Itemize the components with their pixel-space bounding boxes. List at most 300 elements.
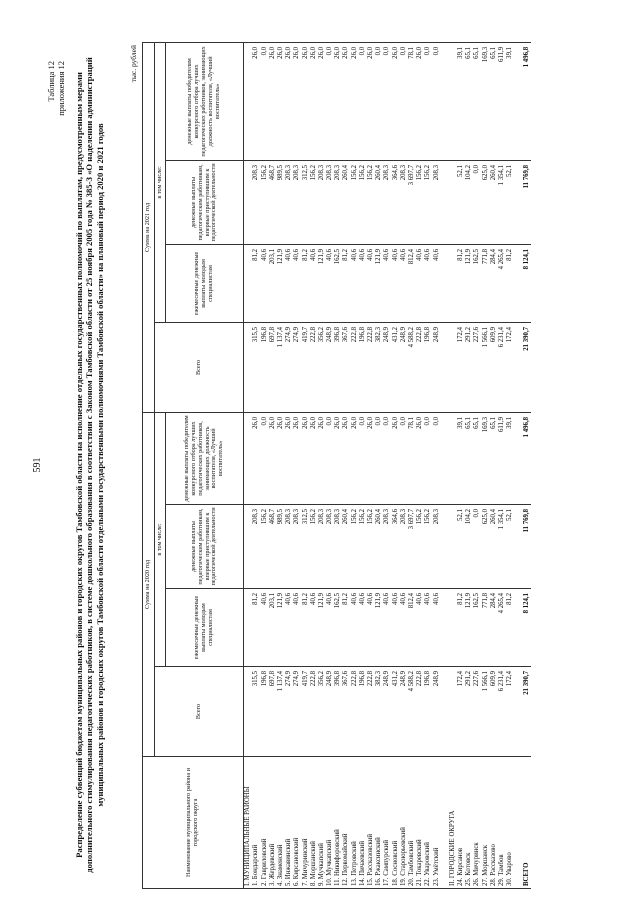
- table-cell: 121,9: [277, 589, 285, 667]
- table-cell: 40,6: [416, 244, 424, 322]
- table-cell: 26,0: [252, 412, 260, 504]
- table-cell: 315,5: [252, 667, 260, 757]
- table-cell: 0,0: [375, 42, 383, 160]
- table-cell: 0,0: [400, 412, 408, 504]
- table-cell: 0,0: [326, 42, 334, 160]
- table-cell: 26,0: [318, 412, 326, 504]
- table-cell: 26,0: [391, 42, 399, 160]
- table-cell: 26,0: [416, 42, 424, 160]
- table-cell: 39,1: [457, 412, 465, 504]
- table-row: [310, 42, 318, 888]
- table-cell: 81,2: [457, 589, 465, 667]
- table-cell: 40,6: [310, 244, 318, 322]
- table-cell: 771,8: [481, 244, 489, 322]
- table-cell: 609,9: [490, 667, 498, 757]
- row-label: 2. Гавриловский: [260, 757, 268, 889]
- table-cell: 65,1: [473, 412, 481, 504]
- table-cell: 468,7: [269, 505, 277, 589]
- table-cell: 40,6: [359, 244, 367, 322]
- units-label: тыс. рублей: [129, 45, 138, 83]
- table-cell: 156,2: [424, 160, 432, 244]
- table-cell: 367,6: [342, 667, 350, 757]
- table-cell: 208,3: [252, 160, 260, 244]
- table-cell: 81,2: [506, 589, 514, 667]
- row-label: 26. Мичуринск: [473, 757, 481, 889]
- table-cell: 156,2: [310, 505, 318, 589]
- table-cell: 26,0: [285, 412, 293, 504]
- table-cell: 0,0: [383, 412, 391, 504]
- table-cell: 39,1: [506, 412, 514, 504]
- table-cell: 156,2: [260, 160, 268, 244]
- table-cell: 40,6: [391, 589, 399, 667]
- table-cell: 104,2: [465, 160, 473, 244]
- table-cell: 156,2: [359, 160, 367, 244]
- row-label: 17. Сампурский: [383, 757, 391, 889]
- table-row: [334, 42, 342, 888]
- table-cell: 367,6: [342, 322, 350, 412]
- header-best-2020: денежные выплаты победителям конкурсного отбора лучших педагогических работников, занимающих должность воспитателя, «Лучший воспитатель»: [166, 412, 244, 504]
- table-cell: 40,6: [424, 244, 432, 322]
- table-cell: 248,9: [326, 322, 334, 412]
- table-cell: 21 390,7: [522, 667, 530, 757]
- table-cell: 1 496,8: [522, 412, 530, 504]
- table-cell: 291,2: [465, 322, 473, 412]
- table-cell: 248,9: [383, 322, 391, 412]
- table-cell: 419,7: [301, 322, 309, 412]
- table-cell: 65,1: [465, 42, 473, 160]
- table-row: [400, 42, 408, 888]
- table-cell: 169,3: [481, 42, 489, 160]
- table-row: [260, 42, 268, 888]
- header-teachers-2020: денежные выплаты педагогическим работникам, впервые приступившим к педагогической деятельности: [166, 505, 244, 589]
- table-cell: 26,0: [350, 42, 358, 160]
- row-label: 14. Пичаевский: [359, 757, 367, 889]
- table-cell: 208,3: [285, 505, 293, 589]
- table-cell: 208,3: [252, 505, 260, 589]
- row-label: 5. Инжавинский: [285, 757, 293, 889]
- header-including-2021: в том числе:: [155, 42, 166, 322]
- table-cell: 40,6: [293, 589, 301, 667]
- table-row: [359, 42, 367, 888]
- table-cell: 40,6: [310, 589, 318, 667]
- table-cell: 21 390,7: [522, 322, 530, 412]
- table-row: [252, 42, 260, 888]
- table-body: [244, 42, 531, 888]
- row-label: 13. Петровский: [350, 757, 358, 889]
- table-cell: 1 354,1: [498, 160, 506, 244]
- table-cell: 222,8: [350, 322, 358, 412]
- table-cell: 156,2: [350, 160, 358, 244]
- table-cell: 40,6: [416, 589, 424, 667]
- table-cell: 260,4: [342, 160, 350, 244]
- spacer-row: [514, 42, 522, 888]
- table-cell: 208,3: [400, 160, 408, 244]
- appendix-reference: приложения 12: [56, 61, 67, 116]
- table-cell: 40,6: [432, 244, 440, 322]
- table-cell: 81,2: [457, 244, 465, 322]
- table-cell: 312,5: [301, 160, 309, 244]
- table-cell: 208,3: [285, 160, 293, 244]
- table-cell: 697,8: [269, 322, 277, 412]
- row-label: 16. Ржаксинский: [375, 757, 383, 889]
- table-row: [375, 42, 383, 888]
- row-label: 10. Мучкапский: [326, 757, 334, 889]
- table-row: [318, 42, 326, 888]
- table-cell: 697,8: [269, 667, 277, 757]
- table-cell: 8 124,1: [522, 589, 530, 667]
- table-cell: 156,2: [424, 505, 432, 589]
- table-row: [391, 42, 399, 888]
- table-cell: 156,2: [367, 160, 375, 244]
- table-cell: 989,5: [277, 160, 285, 244]
- table-cell: 40,6: [285, 589, 293, 667]
- table-row: [481, 42, 489, 888]
- table-cell: 3 697,7: [408, 160, 416, 244]
- table-cell: 40,6: [400, 589, 408, 667]
- table-cell: 0,0: [432, 412, 440, 504]
- table-cell: 40,6: [350, 589, 358, 667]
- header-teachers-2021: денежные выплаты педагогическим работникам, впервые приступившим к педагогической деятельности: [166, 160, 244, 244]
- table-cell: 40,6: [383, 244, 391, 322]
- table-cell: 260,4: [375, 505, 383, 589]
- table-cell: 26,0: [342, 42, 350, 160]
- table-row: [473, 42, 481, 888]
- table-cell: 468,7: [269, 160, 277, 244]
- table-cell: 812,4: [408, 589, 416, 667]
- table-cell: 121,9: [318, 244, 326, 322]
- table-cell: 4 265,4: [498, 244, 506, 322]
- table-cell: 356,2: [318, 667, 326, 757]
- table-cell: 40,6: [432, 589, 440, 667]
- table-cell: 8 124,1: [522, 244, 530, 322]
- table-cell: 208,3: [318, 160, 326, 244]
- table-cell: 4 265,4: [498, 589, 506, 667]
- header-young-2020: ежемесячные денежные выплаты молодым специалистам: [166, 589, 244, 667]
- table-cell: 274,9: [293, 322, 301, 412]
- table-cell: 260,4: [490, 160, 498, 244]
- table-cell: 208,3: [334, 160, 342, 244]
- table-cell: 382,3: [375, 322, 383, 412]
- table-cell: 121,9: [375, 244, 383, 322]
- table-cell: 52,1: [506, 505, 514, 589]
- document-page: [30, 35, 610, 895]
- table-cell: 6 231,4: [498, 667, 506, 757]
- table-cell: 0,0: [424, 42, 432, 160]
- table-cell: 26,0: [277, 42, 285, 160]
- table-cell: 260,4: [342, 505, 350, 589]
- table-cell: 26,0: [334, 42, 342, 160]
- header-total-2021: Всего: [155, 322, 244, 412]
- total-row: [522, 42, 530, 888]
- table-cell: 248,9: [400, 667, 408, 757]
- table-row: [383, 42, 391, 888]
- page-number: 591: [32, 457, 43, 473]
- table-cell: 40,6: [285, 244, 293, 322]
- table-cell: 65,1: [490, 412, 498, 504]
- table-row: [424, 42, 432, 888]
- table-cell: 26,0: [416, 412, 424, 504]
- table-cell: 26,0: [367, 412, 375, 504]
- table-cell: 0,0: [326, 412, 334, 504]
- table-cell: 156,2: [416, 505, 424, 589]
- table-row: [506, 42, 514, 888]
- table-row: [269, 42, 277, 888]
- table-cell: 40,6: [391, 244, 399, 322]
- table-cell: 81,2: [252, 244, 260, 322]
- table-cell: 40,6: [350, 244, 358, 322]
- table-cell: 771,8: [481, 589, 489, 667]
- table-row: [326, 42, 334, 888]
- table-cell: 274,9: [293, 667, 301, 757]
- header-sum-2020: Сумма на 2020 год: [143, 412, 155, 756]
- table-cell: 222,8: [350, 667, 358, 757]
- table-cell: 26,0: [342, 412, 350, 504]
- row-label: 6. Кирсановский: [293, 757, 301, 889]
- table-cell: 0,0: [432, 42, 440, 160]
- table-cell: 3 697,7: [408, 505, 416, 589]
- table-cell: 419,7: [301, 667, 309, 757]
- table-cell: 26,0: [367, 42, 375, 160]
- row-label: 20. Тамбовский: [408, 757, 416, 889]
- table-cell: 81,2: [301, 244, 309, 322]
- table-cell: 611,9: [498, 412, 506, 504]
- header-including-2020: в том числе:: [155, 412, 166, 666]
- table-cell: 104,2: [465, 505, 473, 589]
- header-name: Наименование муниципального района и городского округа: [143, 757, 244, 889]
- table-cell: 0,0: [260, 412, 268, 504]
- table-cell: 169,3: [481, 412, 489, 504]
- header-total-2020: Всего: [155, 667, 244, 757]
- table-cell: 26,0: [293, 42, 301, 160]
- table-cell: 260,4: [490, 505, 498, 589]
- section-row: [449, 42, 457, 888]
- header-sum-2021: Сумма на 2021 год: [143, 42, 155, 412]
- row-label: 28. Рассказово: [490, 757, 498, 889]
- table-cell: 0,0: [260, 42, 268, 160]
- row-label: 11. Никифоровский: [334, 757, 342, 889]
- table-cell: 4 588,2: [408, 322, 416, 412]
- table-cell: 222,8: [310, 667, 318, 757]
- table-row: [301, 42, 309, 888]
- table-cell: 26,0: [310, 412, 318, 504]
- table-cell: 156,2: [350, 505, 358, 589]
- table-cell: 40,6: [260, 244, 268, 322]
- table-cell: 40,6: [424, 589, 432, 667]
- table-cell: 208,3: [383, 160, 391, 244]
- table-cell: 39,1: [457, 42, 465, 160]
- table-cell: 65,1: [490, 42, 498, 160]
- table-cell: 121,9: [375, 589, 383, 667]
- table-cell: 81,2: [342, 589, 350, 667]
- table-cell: 40,6: [260, 589, 268, 667]
- table-cell: 431,2: [391, 322, 399, 412]
- table-cell: 196,8: [359, 667, 367, 757]
- section-label: II. ГОРОДСКИЕ ОКРУГА: [449, 757, 457, 889]
- table-cell: 26,0: [269, 42, 277, 160]
- table-cell: 208,3: [326, 505, 334, 589]
- row-label: 3. Жердевский: [269, 757, 277, 889]
- table-cell: 222,8: [416, 322, 424, 412]
- table-row: [498, 42, 506, 888]
- table-row: [432, 42, 440, 888]
- total-label: ВСЕГО: [522, 757, 530, 889]
- row-label: 30. Уварово: [506, 757, 514, 889]
- row-label: 22. Уваровский: [424, 757, 432, 889]
- table-cell: 26,0: [285, 42, 293, 160]
- table-row: [408, 42, 416, 888]
- section-label: I. МУНИЦИПАЛЬНЫЕ РАЙОНЫ: [244, 757, 253, 889]
- table-cell: 26,0: [293, 412, 301, 504]
- table-cell: 0,0: [375, 412, 383, 504]
- table-cell: 121,9: [465, 244, 473, 322]
- table-cell: 0,0: [359, 42, 367, 160]
- table-row: [457, 42, 465, 888]
- table-cell: 39,1: [506, 42, 514, 160]
- table-cell: 431,2: [391, 667, 399, 757]
- table-cell: 0,0: [400, 42, 408, 160]
- table-cell: 26,0: [277, 412, 285, 504]
- table-cell: 260,4: [375, 160, 383, 244]
- table-cell: 26,0: [301, 42, 309, 160]
- table-cell: 40,6: [400, 244, 408, 322]
- table-cell: 208,3: [432, 160, 440, 244]
- table-cell: 284,4: [490, 244, 498, 322]
- table-cell: 40,6: [326, 589, 334, 667]
- table-cell: 65,1: [473, 42, 481, 160]
- table-cell: 274,9: [285, 322, 293, 412]
- row-label: 8. Моршанский: [310, 757, 318, 889]
- table-cell: 81,2: [342, 244, 350, 322]
- table-cell: 396,8: [334, 667, 342, 757]
- table-cell: 65,1: [465, 412, 473, 504]
- table-cell: 196,8: [424, 322, 432, 412]
- row-label: 27. Моршанск: [481, 757, 489, 889]
- table-cell: 162,5: [334, 589, 342, 667]
- table-cell: 989,5: [277, 505, 285, 589]
- row-label: 23. Умётский: [432, 757, 440, 889]
- table-cell: 396,8: [334, 322, 342, 412]
- table-cell: 11 769,8: [522, 505, 530, 589]
- table-cell: 208,3: [400, 505, 408, 589]
- table-cell: 26,0: [334, 412, 342, 504]
- table-cell: 382,3: [375, 667, 383, 757]
- header-best-2021: денежные выплаты победителям конкурсного отбора лучших педагогических работников, занимающих должность воспитателя, «Лучший воспитатель»: [166, 42, 244, 160]
- table-cell: 121,9: [465, 589, 473, 667]
- table-cell: 248,9: [432, 322, 440, 412]
- table-cell: 208,3: [326, 160, 334, 244]
- table-cell: 208,3: [383, 505, 391, 589]
- table-cell: 625,0: [481, 505, 489, 589]
- table-cell: 208,3: [293, 160, 301, 244]
- table-cell: 1 137,4: [277, 667, 285, 757]
- table-cell: 609,9: [490, 322, 498, 412]
- table-reference: [46, 61, 66, 116]
- table-cell: 208,3: [318, 505, 326, 589]
- table-cell: 222,8: [367, 667, 375, 757]
- table-cell: 26,0: [350, 412, 358, 504]
- table-cell: 625,0: [481, 160, 489, 244]
- row-label: 4. Знаменский: [277, 757, 285, 889]
- table-cell: 248,9: [400, 322, 408, 412]
- table-cell: 227,6: [473, 322, 481, 412]
- table-cell: 11 769,8: [522, 160, 530, 244]
- table-number: Таблица 12: [46, 61, 56, 102]
- table-cell: 208,3: [293, 505, 301, 589]
- table-cell: 26,0: [269, 412, 277, 504]
- table-row: [277, 42, 285, 888]
- table-cell: 1 137,4: [277, 322, 285, 412]
- table-cell: 52,1: [506, 160, 514, 244]
- table-cell: 156,2: [359, 505, 367, 589]
- table-cell: 312,5: [301, 505, 309, 589]
- table-cell: 78,1: [408, 412, 416, 504]
- table-cell: 172,4: [457, 667, 465, 757]
- table-cell: 121,9: [318, 589, 326, 667]
- table-cell: 156,2: [260, 505, 268, 589]
- table-cell: 356,2: [318, 322, 326, 412]
- table-cell: 208,3: [334, 505, 342, 589]
- table-cell: 121,9: [277, 244, 285, 322]
- table-cell: 81,2: [252, 589, 260, 667]
- table-row: [293, 42, 301, 888]
- table-cell: 196,8: [359, 322, 367, 412]
- row-label: 21. Токаревский: [416, 757, 424, 889]
- table-cell: 156,2: [310, 160, 318, 244]
- table-cell: 4 588,2: [408, 667, 416, 757]
- header-young-2021: ежемесячные денежные выплаты молодым специалистам: [166, 244, 244, 322]
- table-cell: 40,6: [326, 244, 334, 322]
- table-cell: 812,4: [408, 244, 416, 322]
- table-cell: 222,8: [367, 322, 375, 412]
- table-cell: 364,6: [391, 505, 399, 589]
- table-cell: 26,0: [252, 42, 260, 160]
- table-row: [367, 42, 375, 888]
- table-cell: 291,2: [465, 667, 473, 757]
- table-cell: 40,6: [359, 589, 367, 667]
- table-cell: 0,0: [424, 412, 432, 504]
- table-cell: 196,8: [424, 667, 432, 757]
- table-cell: 222,8: [310, 322, 318, 412]
- table-cell: 222,8: [416, 667, 424, 757]
- table-cell: 611,9: [498, 42, 506, 160]
- table-row: [465, 42, 473, 888]
- table-cell: 0,0: [359, 412, 367, 504]
- table-cell: 196,8: [260, 322, 268, 412]
- table-cell: 78,1: [408, 42, 416, 160]
- table-cell: 26,0: [310, 42, 318, 160]
- row-label: 12. Первомайский: [342, 757, 350, 889]
- table-cell: 81,2: [506, 244, 514, 322]
- table-row: [350, 42, 358, 888]
- document-title: Распределение субвенций бюджетам муниципальных районов и городских округов Тамбовской области на исполнение отдельных государственных полномочий по выплатам, предусмотренным мерами дополнительного стимулирования педагогических работников, в системе дошкольного образования в соответствии с Законом Тамбовской области от 25 ноября 2005 года № 385-З «О наделении администраций муниципальных районов и городских округов Тамбовской области отдельными государственными полномочиями Тамбовской области» на плановый период 2020 и 2021 годов: [74, 57, 105, 873]
- row-label: 25. Котовск: [465, 757, 473, 889]
- table-row: [285, 42, 293, 888]
- row-label: 24. Кирсанов: [457, 757, 465, 889]
- table-cell: 172,4: [506, 667, 514, 757]
- table-cell: 203,1: [269, 244, 277, 322]
- table-cell: 162,5: [473, 244, 481, 322]
- table-cell: 1 496,8: [522, 42, 530, 160]
- table-cell: 274,9: [285, 667, 293, 757]
- table-cell: 248,9: [432, 667, 440, 757]
- table-cell: 248,9: [326, 667, 334, 757]
- table-row: [342, 42, 350, 888]
- table-cell: 1 354,1: [498, 505, 506, 589]
- row-label: 15. Рассказовский: [367, 757, 375, 889]
- table-cell: 40,6: [367, 244, 375, 322]
- table-cell: 52,1: [457, 160, 465, 244]
- row-label: 19. Староюрьевский: [400, 757, 408, 889]
